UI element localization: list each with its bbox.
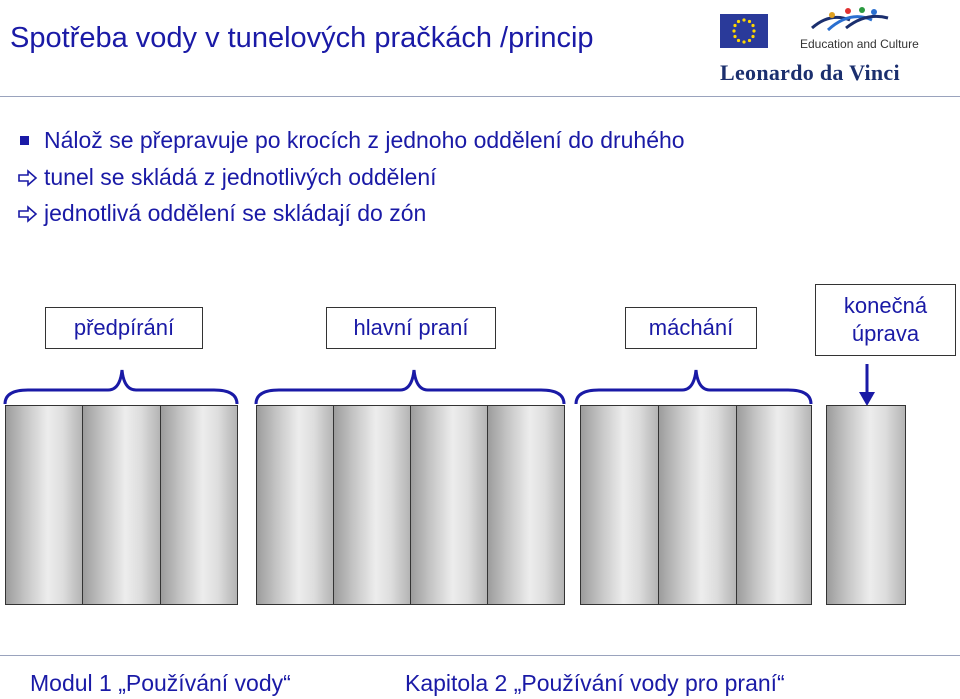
bullet-item-3	[18, 200, 426, 227]
bullet-text-1: Nálož se přepravuje po krocích z jednoho oddělení do druhého	[44, 127, 685, 153]
compartment	[826, 405, 906, 605]
outline-arrow-icon	[18, 204, 44, 224]
footer-module: Modul 1 „Používání vody“	[30, 670, 291, 696]
zone-braces	[0, 364, 960, 409]
zone-label-prewash: předpírání	[45, 307, 203, 349]
slide-title: Spotřeba vody v tunelových pračkách /princip	[10, 22, 594, 54]
square-bullet-icon	[18, 131, 44, 151]
compartment	[5, 405, 83, 605]
compartment	[487, 405, 565, 605]
bullet-text-3: jednotlivá oddělení se skládají do zón	[44, 200, 427, 226]
brace-main-wash	[256, 370, 564, 404]
logo-program-name: Leonardo da Vinci	[720, 60, 900, 85]
bottom-divider	[0, 655, 960, 656]
compartment	[256, 405, 334, 605]
zone-label-main-wash: hlavní praní	[326, 307, 496, 349]
brace-rinse	[576, 370, 811, 404]
compartment	[736, 405, 812, 605]
finishing-arrow-head	[859, 392, 875, 406]
compartment	[658, 405, 737, 605]
bullet-item-1	[18, 127, 685, 154]
compartment	[82, 405, 161, 605]
logo-program-line: Education and Culture	[800, 37, 919, 51]
footer-chapter: Kapitola 2 „Používání vody pro praní“	[405, 670, 785, 696]
compartment	[333, 405, 411, 605]
compartment	[580, 405, 659, 605]
bullet-text-2: tunel se skládá z jednotlivých oddělení	[44, 164, 437, 190]
zone-label-finishing: konečná úprava	[815, 284, 956, 356]
eu-flag-icon	[720, 14, 768, 48]
top-divider	[0, 96, 960, 97]
compartment	[410, 405, 488, 605]
bullet-item-2	[18, 164, 437, 191]
zone-label-rinse: máchání	[625, 307, 757, 349]
outline-arrow-icon	[18, 168, 44, 188]
leonardo-people-icon	[810, 6, 890, 39]
compartment	[160, 405, 238, 605]
brace-prewash	[5, 370, 237, 404]
